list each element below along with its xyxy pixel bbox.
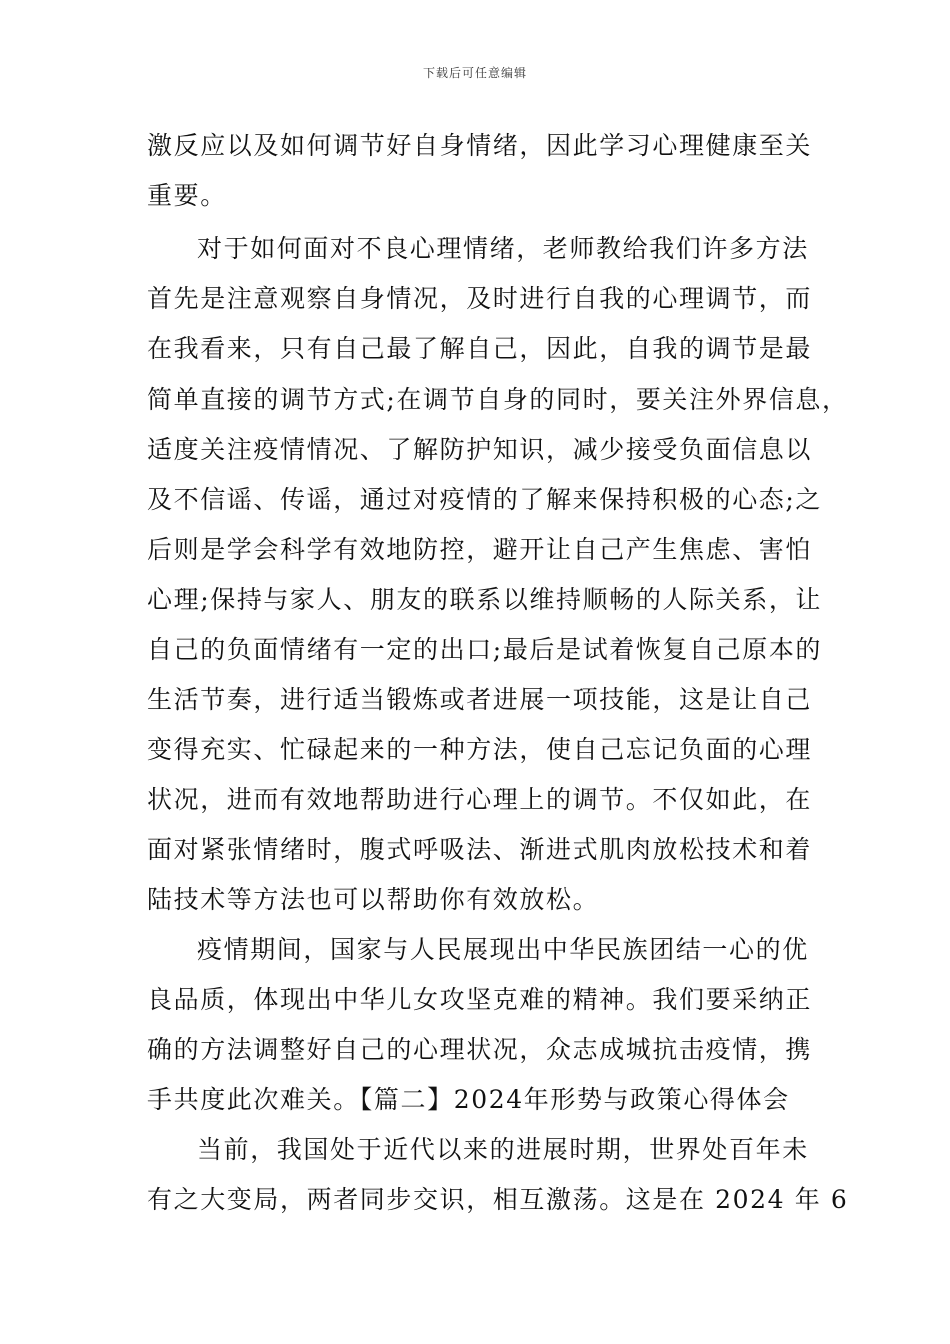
body-line-16: 陆技术等方法也可以帮助你有效放松。 [147, 885, 600, 914]
body-line-7: 适度关注疫情情况、了解防护知识，减少接受负面信息以 [147, 435, 813, 464]
body-line-2: 重要。 [147, 181, 227, 210]
body-line-9: 后则是学会科学有效地防控，避开让自己产生焦虑、害怕 [147, 535, 813, 564]
page-header: 下载后可任意编辑 [422, 66, 527, 80]
body-line-15: 面对紧张情绪时，腹式呼吸法、渐进式肌肉放松技术和着 [147, 835, 813, 864]
body-line-11: 自己的负面情绪有一定的出口;最后是试着恢复自己原本的 [147, 635, 823, 664]
body-line-18: 良品质，体现出中华儿女攻坚克难的精神。我们要采纳正 [147, 985, 813, 1014]
body-line-13: 变得充实、忙碌起来的一种方法，使自己忘记负面的心理 [147, 735, 813, 764]
body-line-17: 疫情期间，国家与人民展现出中华民族团结一心的优 [197, 935, 809, 964]
body-line-21: 当前，我国处于近代以来的进展时期，世界处百年未 [197, 1135, 809, 1164]
body-line-10: 心理;保持与家人、朋友的联系以维持顺畅的人际关系，让 [147, 585, 823, 614]
body-line-14: 状况，进而有效地帮助进行心理上的调节。不仅如此，在 [147, 785, 813, 814]
body-line-1: 激反应以及如何调节好自身情绪，因此学习心理健康至关 [147, 131, 813, 160]
body-line-12: 生活节奏，进行适当锻炼或者进展一项技能，这是让自己 [147, 685, 813, 714]
body-line-6: 简单直接的调节方式;在调节自身的同时，要关注外界信息， [147, 385, 849, 414]
body-line-4: 首先是注意观察自身情况，及时进行自我的心理调节，而 [147, 284, 813, 313]
body-line-8: 及不信谣、传谣，通过对疫情的了解来保持积极的心态;之 [147, 485, 823, 514]
body-line-19: 确的方法调整好自己的心理状况，众志成城抗击疫情，携 [147, 1035, 813, 1064]
body-line-22: 有之大变局，两者同步交识，相互激荡。这是在 2024 年 6 [147, 1185, 849, 1214]
body-line-3: 对于如何面对不良心理情绪，老师教给我们许多方法 [197, 234, 809, 263]
body-line-20: 手共度此次难关。【篇二】2024年形势与政策心得体会 [147, 1085, 790, 1114]
body-line-5: 在我看来，只有自己最了解自己，因此，自我的调节是最 [147, 334, 813, 363]
